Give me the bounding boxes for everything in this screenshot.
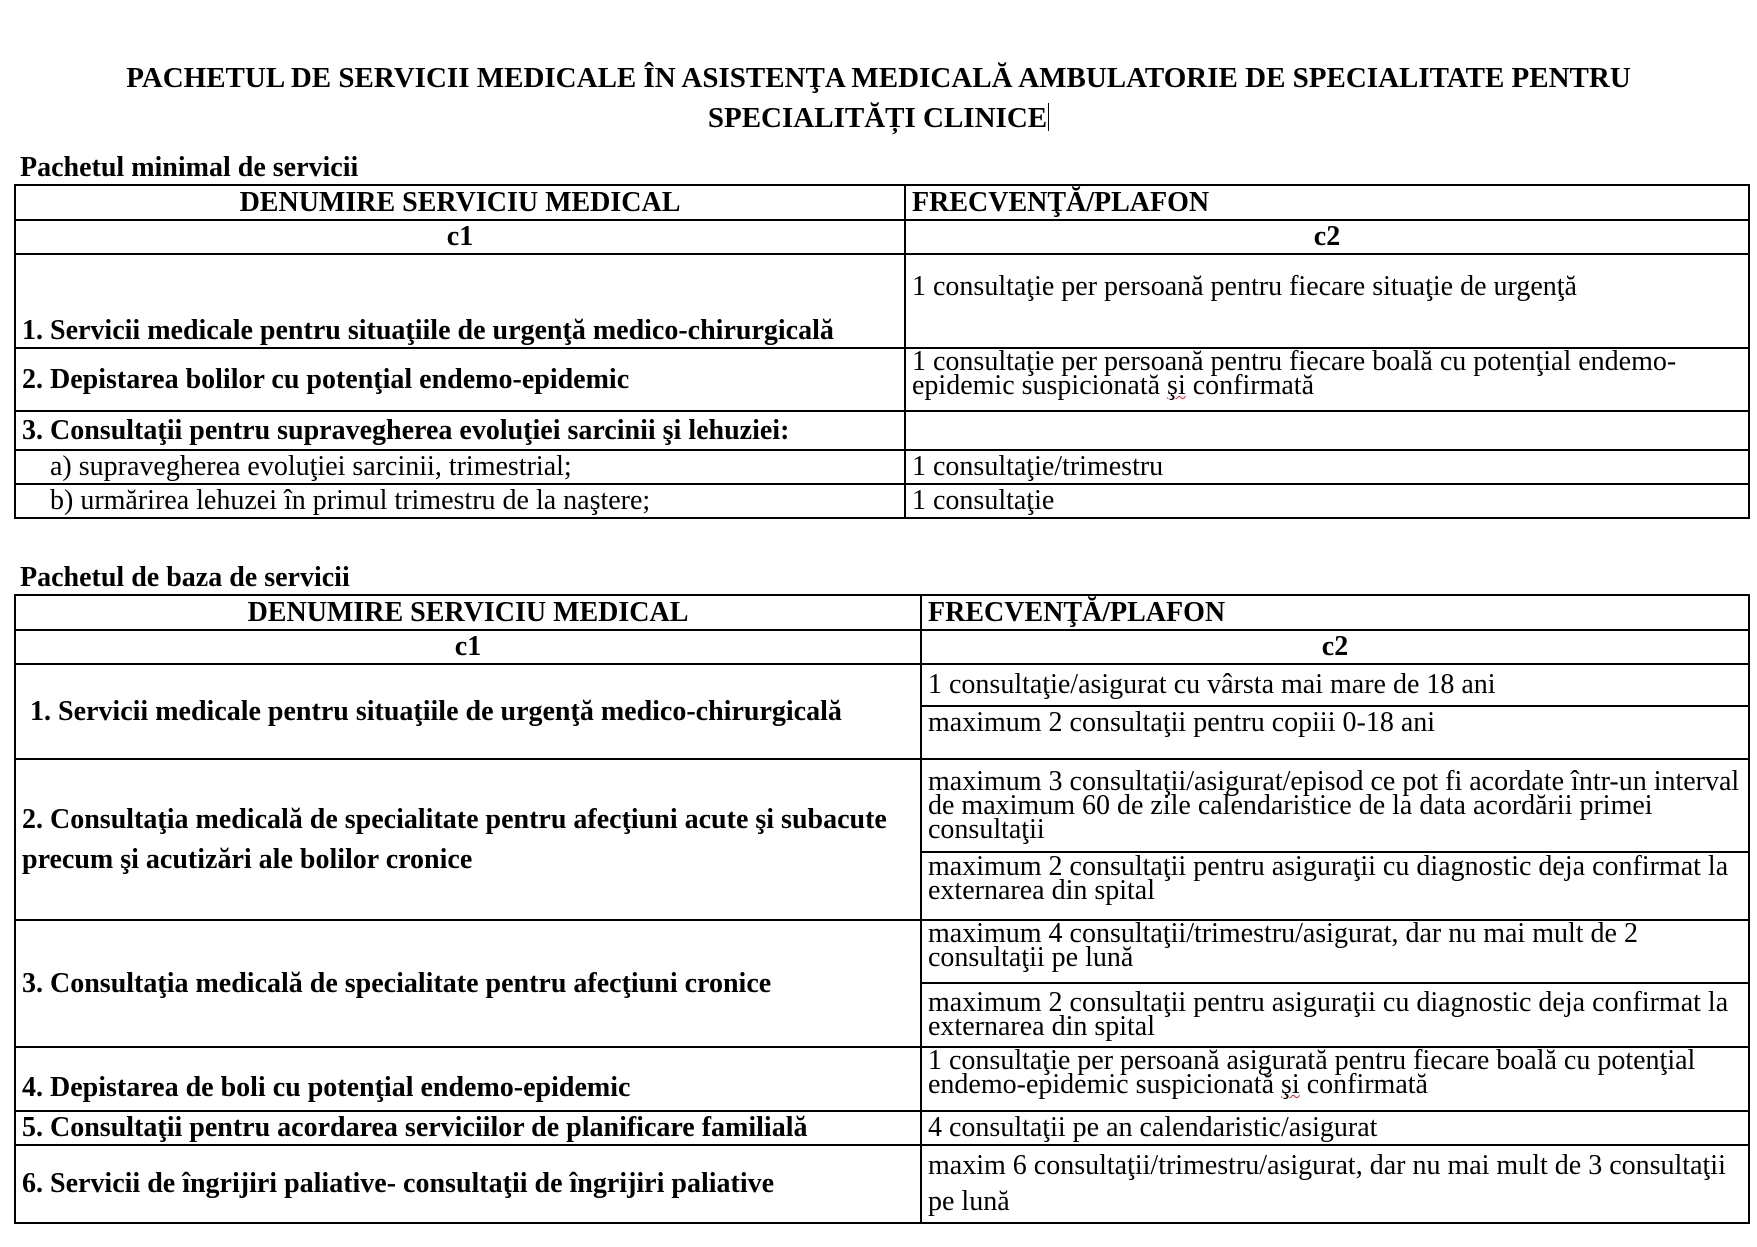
table-row [15,759,1749,852]
column-code-c1: c1 [15,630,921,664]
column-code-row [15,220,1749,254]
frequency-cell: maximum 2 consultaţii pentru asiguraţii cu diagnostic deja confirmat la externarea din spital [921,852,1749,920]
service-cell: a) supravegherea evoluţiei sarcinii, trimestrial; [15,450,905,484]
table-row [15,348,1749,411]
title-line-1: PACHETUL DE SERVICII MEDICALE ÎN ASISTENŢA MEDICALĂ AMBULATORIE DE SPECIALITATE PENTRU [126,62,1631,94]
table-row [15,484,1749,518]
header-frequency: FRECVENŢĂ/PLAFON [905,185,1749,220]
text-cursor [1048,103,1049,131]
header-service-name: DENUMIRE SERVICIU MEDICAL [15,595,921,630]
table-row [15,450,1749,484]
minimal-package-table [14,184,1750,519]
frequency-cell: 4 consultaţii pe an calendaristic/asigurat [921,1111,1749,1145]
table-header-row [15,595,1749,630]
service-cell: 2. Depistarea bolilor cu potenţial endemo-epidemic [15,348,905,411]
spellcheck-marker: şi [1281,1069,1300,1100]
frequency-cell: maxim 6 consultaţii/trimestru/asigurat, dar nu mai mult de 3 consultaţii pe lună [921,1145,1749,1223]
service-cell: 3. Consultaţii pentru supravegherea evoluţiei sarcinii şi lehuziei: [15,411,905,450]
table-row [15,664,1749,706]
frequency-cell: maximum 3 consultaţii/asigurat/episod ce pot fi acordate într-un interval de maximum 60 de zile calendaristice de la data acordării primei consultaţii [921,759,1749,852]
title-line-2: SPECIALITĂȚI CLINICE [707,102,1048,134]
service-cell: 4. Depistarea de boli cu potenţial endemo-epidemic [15,1047,921,1111]
frequency-cell: 1 consultaţie per persoană pentru fiecare situaţie de urgenţă [905,254,1749,348]
frequency-cell: maximum 2 consultaţii pentru asiguraţii cu diagnostic deja confirmat la externarea din spital [921,983,1749,1047]
frequency-cell: 1 consultaţie per persoană asigurată pentru fiecare boală cu potenţial endemo-epidemic suspicionată şi confirmată [921,1047,1749,1111]
service-cell: 1. Servicii medicale pentru situaţiile de urgenţă medico-chirurgicală [15,664,921,759]
header-frequency: FRECVENŢĂ/PLAFON [921,595,1749,630]
frequency-cell: 1 consultaţie [905,484,1749,518]
frequency-cell [905,411,1749,450]
frequency-cell: 1 consultaţie/asigurat cu vârsta mai mare de 18 ani [921,664,1749,706]
table-row [15,411,1749,450]
table-header-row [15,185,1749,220]
table-row [15,1145,1749,1223]
service-cell: 5. Consultaţii pentru acordarea serviciilor de planificare familială [15,1111,921,1145]
table-row [15,1111,1749,1145]
table-row [15,254,1749,348]
header-service-name: DENUMIRE SERVICIU MEDICAL [15,185,905,220]
frequency-cell: 1 consultaţie/trimestru [905,450,1749,484]
service-cell: 1. Servicii medicale pentru situaţiile de urgenţă medico-chirurgicală [15,254,905,348]
column-code-c1: c1 [15,220,905,254]
column-code-row [15,630,1749,664]
section-label-baza: Pachetul de baza de servicii [20,562,350,593]
table-row [15,920,1749,983]
service-cell: 3. Consultaţia medicală de specialitate pentru afecţiuni cronice [15,920,921,1047]
document-title [0,58,1757,138]
frequency-cell: 1 consultaţie per persoană pentru fiecare boală cu potenţial endemo-epidemic suspicionată şi confirmată [905,348,1749,411]
service-cell: 6. Servicii de îngrijiri paliative- consultaţii de îngrijiri paliative [15,1145,921,1223]
service-cell: 2. Consultaţia medicală de specialitate pentru afecţiuni acute şi subacute precum şi acutizări ale bolilor cronice [15,759,921,920]
spellcheck-marker: şi [1167,370,1186,401]
service-cell: b) urmărirea lehuzei în primul trimestru de la naştere; [15,484,905,518]
column-code-c2: c2 [921,630,1749,664]
column-code-c2: c2 [905,220,1749,254]
section-label-minimal: Pachetul minimal de servicii [20,152,359,183]
frequency-cell: maximum 4 consultaţii/trimestru/asigurat, dar nu mai mult de 2 consultaţii pe lună [921,920,1749,983]
frequency-cell: maximum 2 consultaţii pentru copiii 0-18 ani [921,706,1749,759]
table-row [15,1047,1749,1111]
base-package-table [14,594,1750,1224]
